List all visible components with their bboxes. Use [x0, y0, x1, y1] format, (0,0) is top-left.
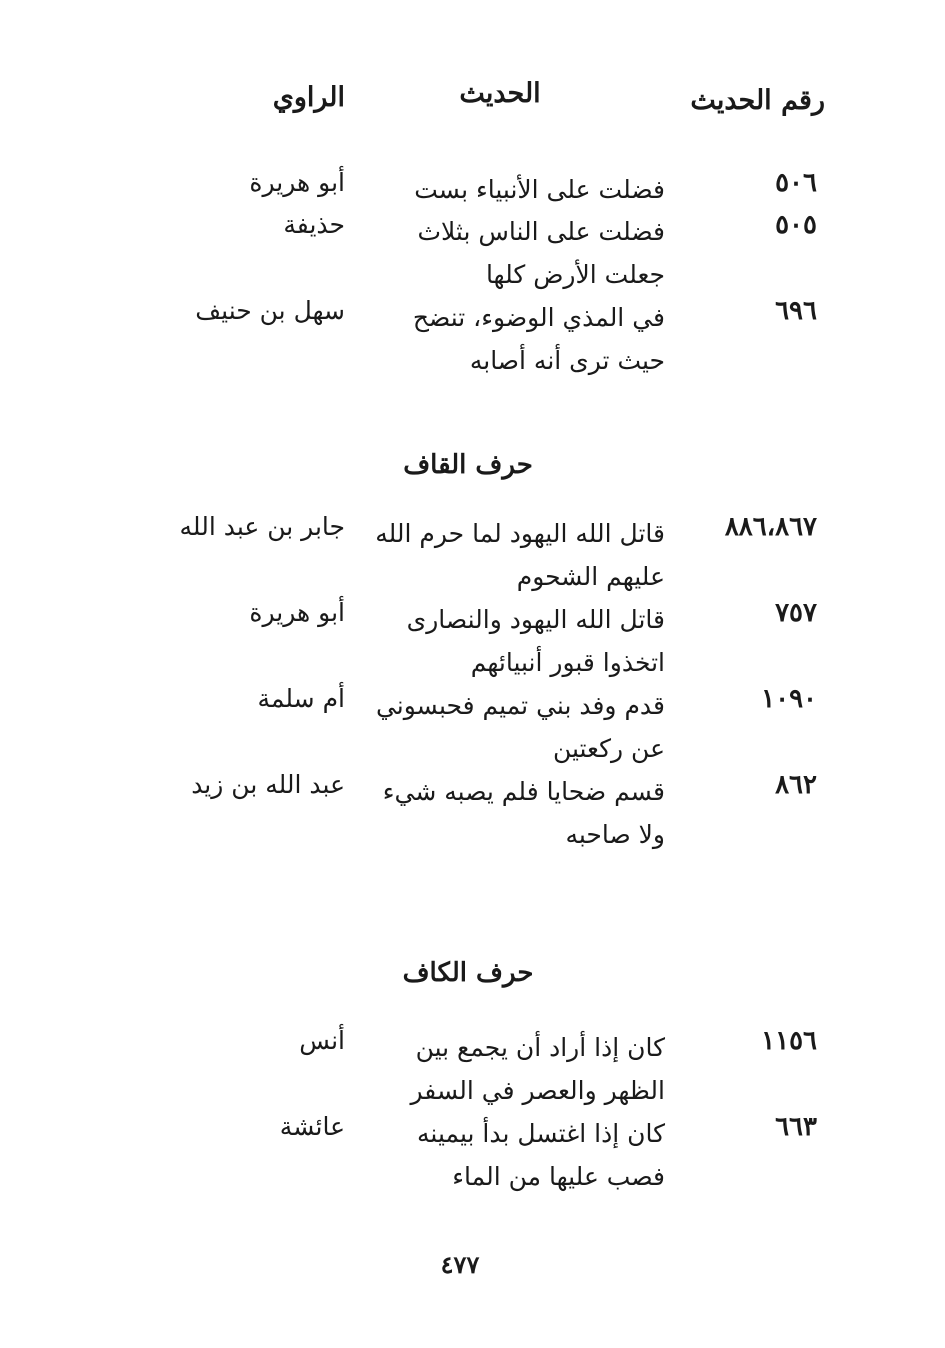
hadith-narrator: أم سلمة: [257, 684, 345, 713]
hadith-number: ٨٦٢: [775, 770, 817, 800]
hadith-text: كان إذا أراد أن يجمع بين الظهر والعصر في السفر: [410, 1033, 665, 1105]
hadith-narrator: عائشة: [279, 1112, 345, 1141]
hadith-narrator: عبد الله بن زيد: [191, 770, 345, 799]
hadith-number: ١٠٩٠: [761, 684, 817, 714]
hadith-entry: [0, 684, 945, 770]
hadith-entry: [0, 770, 945, 856]
hadith-entry: [0, 296, 945, 382]
hadith-text: قاتل الله اليهود لما حرم الله عليهم الشحوم: [375, 519, 665, 591]
hadith-number: ٨٨٦،٨٦٧: [724, 512, 817, 542]
hadith-entry: [0, 512, 945, 598]
hadith-entry: [0, 598, 945, 684]
column-header-hadith: الحديث: [459, 78, 541, 109]
hadith-text: كان إذا اغتسل بدأ بيمينه فصب عليها من الماء: [417, 1119, 665, 1191]
hadith-number: ٥٠٦: [775, 168, 817, 198]
hadith-number: ٥٠٥: [775, 210, 817, 240]
hadith-narrator: حذيفة: [283, 210, 345, 239]
page-number: ٤٧٧: [440, 1250, 480, 1279]
hadith-number: ٦٩٦: [775, 296, 817, 326]
hadith-text: قدم وفد بني تميم فحبسوني عن ركعتين: [375, 691, 665, 763]
hadith-text: فضلت على الأنبياء بست: [414, 175, 665, 204]
hadith-number: ٧٥٧: [775, 598, 817, 628]
hadith-entry: [0, 1026, 945, 1112]
hadith-narrator: جابر بن عبد الله: [179, 512, 345, 541]
hadith-narrator: أبو هريرة: [249, 168, 345, 197]
hadith-number: ١١٥٦: [761, 1026, 817, 1056]
hadith-text: قسم ضحايا فلم يصبه شيء ولا صاحبه: [382, 777, 665, 849]
column-header-narrator: الراوي: [272, 82, 345, 113]
section-title-kaf: حرف الكاف: [402, 958, 534, 988]
hadith-entry: [0, 1112, 945, 1198]
hadith-narrator: سهل بن حنيف: [195, 296, 345, 325]
hadith-narrator: أبو هريرة: [249, 598, 345, 627]
section-title-qaf: حرف القاف: [403, 450, 533, 480]
hadith-text: قاتل الله اليهود والنصارى اتخذوا قبور أنبيائهم: [406, 605, 665, 677]
hadith-narrator: أنس: [299, 1026, 345, 1055]
hadith-number: ٦٦٣: [775, 1112, 817, 1142]
column-header-number: رقم الحديث: [690, 85, 825, 116]
hadith-text: في المذي الوضوء، تنضح حيث ترى أنه أصابه: [412, 303, 665, 375]
hadith-entry: [0, 210, 945, 296]
hadith-text: فضلت على الناس بثلاث جعلت الأرض كلها: [417, 217, 665, 289]
